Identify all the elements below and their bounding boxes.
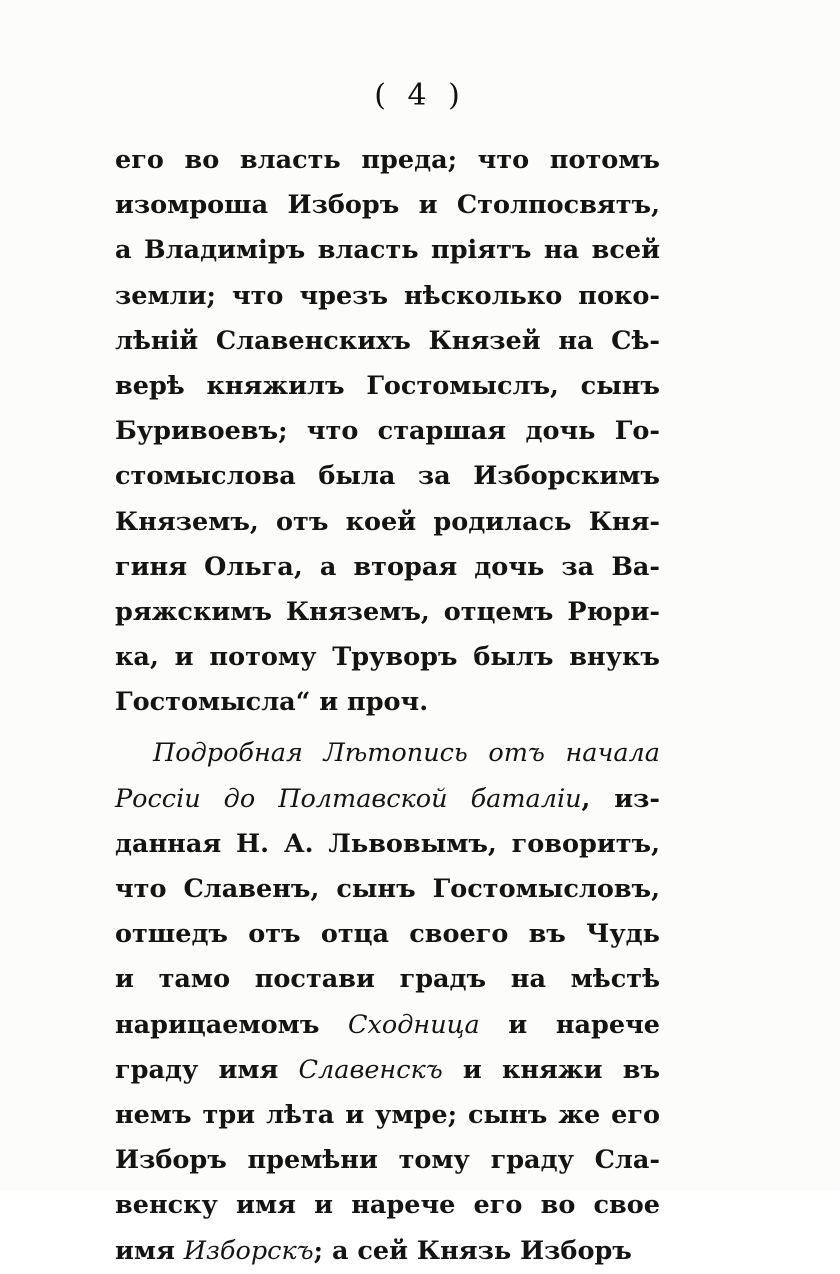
text-segment: отшедъ отъ отца своего въ Чудь	[115, 919, 660, 950]
text-segment: а Владиміръ власть пріятъ на всей	[115, 235, 660, 266]
text-line	[115, 364, 660, 409]
text-segment: венску имя и нарече его во свое	[115, 1190, 660, 1221]
text-line	[115, 590, 660, 635]
text-line	[115, 274, 660, 319]
text-line	[115, 1138, 660, 1183]
text-line	[115, 680, 660, 725]
text-segment: что Славенъ, сынъ Гостомысловъ,	[115, 874, 660, 904]
text-segment: изомроша Изборъ и Столпосвятъ,	[115, 190, 660, 221]
text-line	[115, 1093, 660, 1138]
text-segment: Изборъ премѣни тому граду Сла-	[115, 1145, 660, 1176]
text-line	[115, 1183, 660, 1228]
text-line	[115, 500, 660, 545]
text-line	[115, 867, 660, 912]
text-segment: земли; что чрезъ нѣсколько поко-	[115, 280, 660, 311]
italic-text: Россіи до Полтавской баталіи	[115, 783, 582, 814]
text-segment: верѣ княжилъ Гостомыслъ, сынъ	[115, 370, 660, 401]
text-segment: граду имя	[115, 1054, 299, 1085]
text-segment: , из-	[581, 783, 660, 814]
text-segment: данная Н. А. Львовымъ, говоритъ,	[115, 828, 660, 859]
italic-text: Славенскъ	[298, 1054, 443, 1085]
text-line	[115, 635, 660, 680]
text-segment: ряжскимъ Княземъ, отцемъ Рюри-	[115, 596, 660, 627]
text-line	[115, 228, 660, 273]
text-segment: Княземъ, отъ коей родилась Кня-	[115, 506, 660, 537]
text-line	[115, 319, 660, 364]
text-line	[115, 1003, 660, 1048]
text-segment: имя	[115, 1235, 184, 1266]
text-line	[115, 454, 660, 499]
text-line	[115, 731, 660, 776]
text-segment: стомыслова была за Изборскимъ	[115, 461, 660, 492]
text-line	[115, 138, 660, 183]
text-line	[115, 777, 660, 822]
text-line	[115, 912, 660, 957]
text-segment: и тамо постави градъ на мѣстѣ	[115, 964, 660, 995]
text-line	[115, 1229, 660, 1274]
text-segment: гиня Ольга, а вторая дочь за Ва-	[115, 551, 660, 582]
text-line	[115, 1048, 660, 1093]
text-segment: Буривоевъ; что старшая дочь Го-	[115, 416, 660, 447]
page-number: ( 4 )	[374, 78, 466, 113]
text-line	[115, 957, 660, 1002]
text-line	[115, 183, 660, 228]
italic-text: Подробная Лѣтопись отъ начала	[153, 738, 660, 769]
italic-text: Изборскъ	[183, 1235, 314, 1266]
text-segment: его во власть преда; что потомъ	[115, 145, 660, 175]
text-segment: и нарече	[479, 1009, 660, 1040]
text-line	[115, 822, 660, 867]
italic-text: Сходница	[348, 1009, 480, 1040]
text-segment: лѣній Славенскихъ Князей на Сѣ-	[115, 325, 660, 356]
body-text	[115, 138, 660, 1274]
paragraph	[115, 138, 660, 725]
paragraph	[115, 731, 660, 1273]
text-segment: ; а сей Князь Изборъ	[313, 1235, 632, 1266]
text-segment: и княжи въ	[442, 1054, 661, 1085]
text-segment: нарицаемомъ	[115, 1009, 349, 1040]
text-line	[115, 545, 660, 590]
text-segment: Гостомысла“ и проч.	[115, 687, 429, 718]
text-segment: немъ три лѣта и умре; сынъ же его	[115, 1099, 660, 1130]
text-segment: ка, и потому Труворъ былъ внукъ	[115, 642, 660, 673]
text-line	[115, 409, 660, 454]
